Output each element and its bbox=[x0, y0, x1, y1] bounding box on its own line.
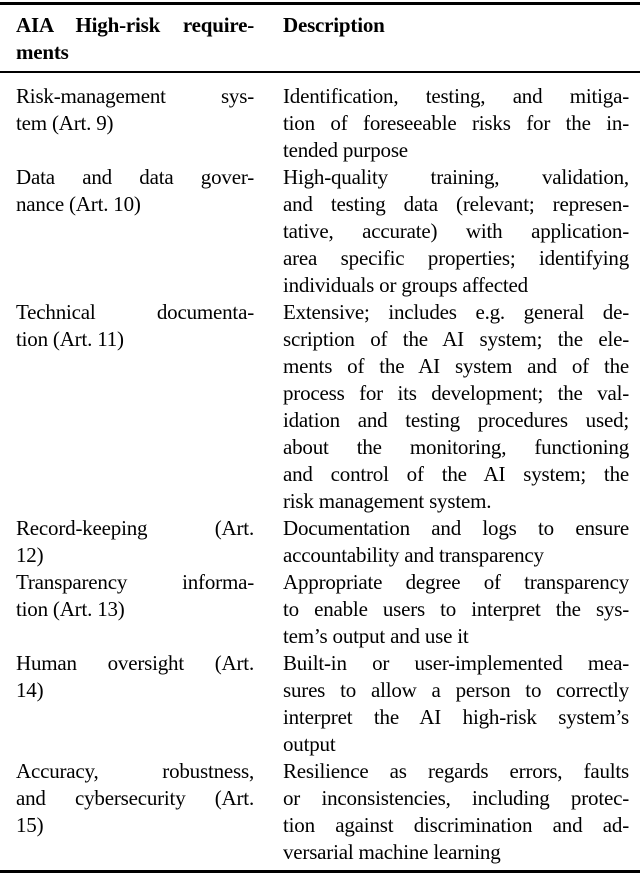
text-line: tem (Art. 9) bbox=[16, 111, 114, 135]
text-line: Resilience as regards errors, faults bbox=[283, 759, 629, 783]
text-line: Extensive; includes e.g. general de- bbox=[283, 300, 629, 324]
text-line: area specific properties; identifying bbox=[283, 246, 629, 270]
text-line: tion (Art. 13) bbox=[16, 597, 125, 621]
text-line: 15) bbox=[16, 813, 44, 837]
text-line: tion against discrimination and ad- bbox=[283, 813, 629, 837]
requirement-cell bbox=[16, 83, 254, 164]
text-line: output bbox=[283, 732, 336, 756]
description-cell bbox=[283, 650, 629, 758]
text-line: Human oversight (Art. bbox=[16, 651, 254, 675]
text-line: tion of foreseeable risks for the in- bbox=[283, 111, 629, 135]
text-line: Built-in or user-implemented mea- bbox=[283, 651, 629, 675]
text-line: and testing data (relevant; represen- bbox=[283, 192, 629, 216]
requirement-cell bbox=[16, 758, 254, 866]
table-row bbox=[0, 758, 640, 866]
description-cell bbox=[283, 569, 629, 650]
text-line: Transparency informa- bbox=[16, 570, 254, 594]
requirement-cell bbox=[16, 650, 254, 758]
text-line: ments bbox=[16, 40, 69, 64]
text-line: tative, accurate) with application- bbox=[283, 219, 629, 243]
text-line: Record-keeping (Art. bbox=[16, 516, 254, 540]
description-cell bbox=[283, 515, 629, 569]
table-header-row bbox=[0, 5, 640, 71]
table-body bbox=[0, 73, 640, 870]
text-line: 14) bbox=[16, 678, 44, 702]
table-bottom-rule bbox=[0, 870, 640, 873]
table-row bbox=[0, 569, 640, 650]
text-line: and control of the AI system; the bbox=[283, 462, 629, 486]
text-line: AIA High-risk require- bbox=[16, 13, 254, 37]
header-requirements bbox=[16, 12, 254, 66]
text-line: about the monitoring, functioning bbox=[283, 435, 629, 459]
description-cell bbox=[283, 164, 629, 299]
text-line: risk management system. bbox=[283, 489, 492, 513]
table-row bbox=[0, 83, 640, 164]
table-row bbox=[0, 650, 640, 758]
text-line: scription of the AI system; the ele- bbox=[283, 327, 629, 351]
text-line: process for its development; the val- bbox=[283, 381, 629, 405]
requirement-cell bbox=[16, 515, 254, 569]
description-cell bbox=[283, 299, 629, 515]
text-line: and cybersecurity (Art. bbox=[16, 786, 254, 810]
table-row bbox=[0, 164, 640, 299]
text-line: ments of the AI system and of the bbox=[283, 354, 629, 378]
text-line: tem’s output and use it bbox=[283, 624, 469, 648]
text-line: Description bbox=[283, 13, 385, 37]
table-row bbox=[0, 515, 640, 569]
text-line: accountability and transparency bbox=[283, 543, 544, 567]
text-line: Documentation and logs to ensure bbox=[283, 516, 629, 540]
text-line: Technical documenta- bbox=[16, 300, 254, 324]
text-line: nance (Art. 10) bbox=[16, 192, 141, 216]
text-line: tended purpose bbox=[283, 138, 408, 162]
text-line: Data and data gover- bbox=[16, 165, 254, 189]
text-line: or inconsistencies, including protec- bbox=[283, 786, 629, 810]
description-cell bbox=[283, 758, 629, 866]
requirement-cell bbox=[16, 164, 254, 299]
text-line: to enable users to interpret the sys- bbox=[283, 597, 629, 621]
table-row bbox=[0, 299, 640, 515]
text-line: versarial machine learning bbox=[283, 840, 501, 864]
requirement-cell bbox=[16, 299, 254, 515]
text-line: sures to allow a person to correctly bbox=[283, 678, 629, 702]
requirement-cell bbox=[16, 569, 254, 650]
header-description bbox=[283, 12, 629, 66]
text-line: Risk-management sys- bbox=[16, 84, 254, 108]
text-line: tion (Art. 11) bbox=[16, 327, 124, 351]
text-line: interpret the AI high-risk system’s bbox=[283, 705, 629, 729]
text-line: Appropriate degree of transparency bbox=[283, 570, 629, 594]
text-line: Identification, testing, and mitiga- bbox=[283, 84, 629, 108]
text-line: idation and testing procedures used; bbox=[283, 408, 629, 432]
text-line: 12) bbox=[16, 543, 44, 567]
text-line: individuals or groups affected bbox=[283, 273, 528, 297]
description-cell bbox=[283, 83, 629, 164]
text-line: High-quality training, validation, bbox=[283, 165, 629, 189]
text-line: Accuracy, robustness, bbox=[16, 759, 254, 783]
